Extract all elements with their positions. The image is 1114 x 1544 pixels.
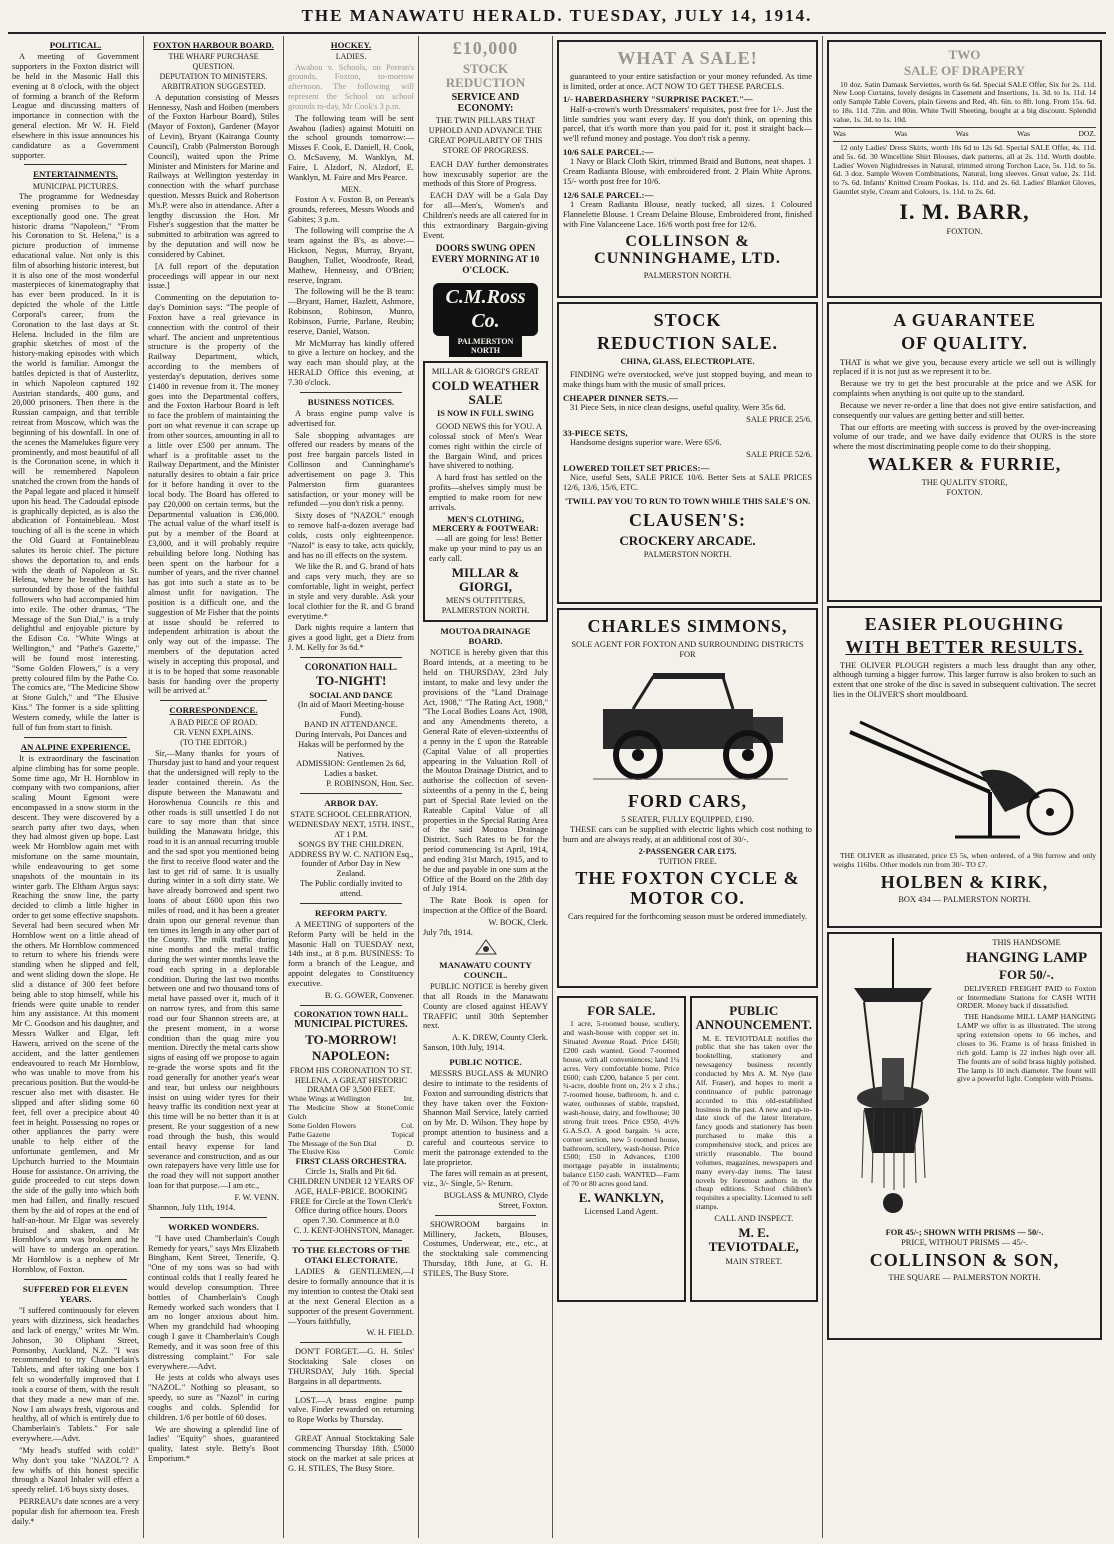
tonight: TO-NIGHT! [315,673,387,689]
worked-text: "I have used Chamberlain's Cough Remedy for years," says Mrs Elizabeth Bingham, Kent Street, Tenerife, Q. "One of my sons was so bad with continual colds that I really feared he would develop consumption. Three bottles of Chamberlain's Cough Remedy worked such wonders that I am no longer anxious about him. When my grandchild had whooping cough I gave it Chamberlain's Cough Remedy, and it was soon free of this distressing complaint." For sale everywhere.—Advt. [148,1233,279,1371]
business-heading: BUSINESS NOTICES. [307,396,395,407]
napoleon-sub: FROM HIS CORONATION TO ST. HELENA. A GREAT HISTORIC DRAMA OF 3,500 FEET. [289,1065,413,1095]
arbor-when: WEDNESDAY NEXT, 15TH. INST., AT 1 P.M. [288,820,414,839]
coronation-hall: CORONATION HALL. [304,661,398,672]
cc-intro: guaranteed to your entire satisfaction or your money refunded. As time is limited, order at once. ACT NOW TO GET THESE PARCELS. [563,71,812,91]
cc-hab-title: 1/- HABERDASHERY "SURPRISE PACKET."— [563,94,753,105]
faded-price: £10,000 [452,38,519,58]
for-sale-ad [557,996,686,1302]
hockey-text6: Mr McMurray has kindly offered to give a lecture on hockey, and the way each man should play, at the HERALD Office this evening, at 7.30 o'clock. [288,338,414,387]
ford-tuition: TUITION FREE. [658,856,717,866]
otaki-text: LADIES & GENTLEMEN,—I desire to formally announce that it is my intention to contest the Otaki seat at the next General Election as a supporter of the present Government.—Yours faithfully, [288,1267,414,1326]
walker-p1: THAT is what we give you, because every article we sell out is willingly replaced if it is not just as we represent it to be. [833,357,1096,377]
walker-furrie-ad [827,302,1102,602]
dont-forget: DON'T FORGET.—G. H. Stiles' Stocktaking Sale closes on THURSDAY, July 16th. Special Bargains in all departments. [288,1347,414,1386]
perreau-text: PERREAU's date scones are a very popular dish for afternoon tea. Fresh daily.* [12,1497,139,1526]
political-text: A meeting of Government supporters in the Foxton district will be held in the Masonic Hall this evening at 8 o'clock, with the object of forming a branch of the Reform League and discussing matters of importance in connection with the general election. Mr W. H. Field elsewhere in this issue announces his candidature as a Government supporter. [12,52,139,160]
otaki-sign: W. H. FIELD. [366,1328,414,1338]
suffered-text: "I suffered continuously for eleven years with dizziness, sick headaches and lack of energy," writes Mr Wm. Johnson, 30 Oliphant Street, Ponsonby, Auckland, N.Z. "I was recommended to try Chamberlain's Tablets, and after taking one box I felt so wonderfully improved that I took a course of them, with the result that they made a new man of me. Now I am always fresh, vigorous and healthy, all of which is entirely due to Chamberlain's Tablets." For sale everywhere.—Advt. [12,1306,139,1444]
harbour-sub2: DEPUTATION TO MINISTERS. [159,72,268,81]
lamp-with-prisms: FOR 45/-; SHOWN WITH PRISMS — 50/-. [885,1228,1044,1237]
reform-text: A MEETING of supporters of the Reform Party will be held in the Masonic Hall on TUESDAY next, 14th inst., at 8 p.m. BUSINESS: To form a branch of the League, and appoint delegates to Constituency executive. [288,919,414,988]
simmons-name: CHARLES SIMMONS, [587,616,788,636]
otaki-heading: TO THE ELECTORS OF THE OTAKI ELECTORATE. [292,1244,410,1266]
twill: 'TWILL PAY YOU TO RUN TO TOWN WHILE THIS SALE'S ON. [564,496,811,506]
worked-heading: WORKED WONDERS. [168,1221,259,1232]
millar-mens: MEN'S CLOTHING, MERCERY & FOOTWEAR: [432,514,539,534]
holben-text: THE OLIVER PLOUGH registers a much less draught than any other, although turning a bigger furrow. This larger furrow is also broken to such an extent that one stroke of the disc is saved in subsequent cultivation. The secret lies in the OLIVER'S short mouldboard. [833,660,1096,700]
sale-items: 1 acre, 5-roomed house, scullery, and wash-house with copper set in. Situated Avenue Road. Price £450; £200 cash wanted. Good 7-roomed house, with all conveniences; land 1¼ acres. Very comfortable home. Price £600; cash £200, balance 5 per cent. ¼-acre, double front on, 2½ x 2 chs.; 7-roomed house, bathroom, h. and c. water, outhouses of stable, trapshed, wash-house, dairy, and fowlhouse; 30 strong fruit trees. Price £950, 4½% G.A.S.O. A good bargain. ¼ acre, corner section, new 5 roomed house, bathroom, scullery, wash-house. Price £500; £50 in Advances, £100 mortgage payable in instalments; balance £150 cash. WANTED—Farm of 70 or 80 acres good land. [563,1019,680,1189]
correspondence-sub2: CR. VENN EXPLAINS. [173,727,254,737]
barr-table: Was Was Was Was DOZ. [833,127,1096,142]
cth: CORONATION TOWN HALL. [293,1009,409,1019]
barr-faded-top: TWO [948,47,981,62]
ford-these: THESE cars can be supplied with electric lights which cost nothing to burn and are always ready, at an additional cost of 30/-. [563,825,812,844]
programme-row: White Wings at Wellington Int. [288,1094,414,1104]
dinner-text: 31 Piece Sets, in nice clean designs, useful quality. Were 35s 6d. [570,403,786,413]
programme-list [288,1095,414,1157]
holben-title2: WITH BETTER RESULTS. [845,636,1084,657]
millar-line1: MILLAR & GIORGI'S GREAT [431,366,540,376]
stock-line2: REDUCTION SALE. [596,332,779,353]
public-notice-fares: The fares will remain as at present, viz., 3/- Single, 5/- Return. [423,1169,548,1189]
holben-box: BOX 434 — PALMERSTON NORTH. [898,895,1031,905]
moutoa-text: NOTICE is hereby given that this Board intends, at a meeting to be held on THURSDAY, 23rd July instant, to make and levy under the provisions of the "Land Drainage Act, 1908," "The Rating Act, 1908," "The Local Bodies Loans Act, 1908, and any Amendments thereto, a General Rate of eleven-sixteenths of a penny in the £ upon the Rateable (Capital Value of all properties appearing in the Valuation Roll of the Moutoa Drainage District, and to authorise the collection of seven-sixteenths of a penny in the £, being part of Special Rate levied on the Rateable Capital Value of all properties in the Special Rating Area of the said Moutoa Drainage District. Such Rates to be for the period commencing 1st April, 1914, and ending 31st March, 1915, and to be due and payable in one sum at the Office of the Board on the 28th day of July 1914. [423,648,548,894]
pa-text: M. E. TEVIOTDALE notifies the public that she has taken over the booktelling, stationery and newsagency business recently conducted by Mrs A. M. Nye (late Alf. Fraser), and hopes to merit a continuance of public patronage accorded to this old-established business in the past. A new and up-to-date stock of the latest literature, fancy goods and stationery has been purchased to make this a comprehensive stock, and prices are strictly reasonable. The bound volumes, magazines, newspapers and many every-day items. The latest novels by foremost authors in the cheap editions. School children's requisites a speciality. Licensed to sell stamps. [695,1033,812,1212]
cc-p12-items: 1 Cream Radianta Blouse, neatly tucked, all sizes. 1 Coloured Flannelette Blouse. 1 Cream Delaine Blouse, Embroidered front, finished with Fine Valanceene Lace. 16/6 worth post free for 12/6. [563,200,812,229]
walker-p4: That our efforts are meeting with success is proved by the over-increasing volume of our trade, and we have daily evidence that OURS is the store where the most discriminating people come to do their shopping. [833,422,1096,452]
lamp-price-without: PRICE, WITHOUT PRISMS — 45/-. [901,1237,1028,1247]
clausens-ad [557,302,818,604]
ford-seats: 5 SEATER, FULLY EQUIPPED, £190. [621,815,754,825]
public-notice-sign: BUGLASS & MUNRO, Clyde Street, Foxton. [443,1191,548,1210]
stock-finding: FINDING we're overstocked, we've just stopped buying, and mean to make things hum with the music of small prices. [563,370,812,390]
mcc-date: Sanson, 10th July, 1914. [423,1043,505,1053]
public-notice-heading: PUBLIC NOTICE. [449,1056,522,1067]
programme-row: Some Golden Flowers Col. [288,1120,414,1130]
lamp-this: THIS HANDSOME [992,938,1061,947]
correspondence-sub1: A BAD PIECE OF ROAD. [169,717,258,727]
millar-line2: COLD WEATHER SALE [431,377,540,407]
masthead: THE MANAWATU HERALD. TUESDAY, JULY 14, 1914. [8,6,1106,34]
hockey-text1: Awahou v. Schools, on Porean's grounds, Foxton, to-morrow afternoon. The following will represent the School on school grounds to-day, Mr Cook's 3 p.m. [288,62,414,111]
cars-required: Cars required for the forthcoming season must be ordered immediately. [567,911,807,921]
hockey-text5: The following will be the B team:—Bryant, Hamer, Hazlett, Ashmore, Robinson, Robinson, Munro, Robinson, Furrie, Parlane, Reubin; reserve, Daniel, Watson. [288,287,414,336]
walker-town: FOXTON. [946,487,983,497]
lamp-price: FOR 50/-. [999,967,1054,983]
during: During Intervals, Poi Dances and Hakas will be performed by the Natives. [295,729,407,759]
stock-line1: STOCK [653,310,722,330]
ford-cars: FORD CARS, [627,791,747,812]
ford-two: 2-PASSENGER CAR £175. [638,846,737,856]
walker-title2: OF QUALITY. [901,332,1028,353]
correspondence-heading: CORRESPONDENCE. [169,705,258,716]
lamp-hanging: HANGING LAMP [965,949,1088,966]
walker-tag: THE QUALITY STORE, [921,477,1008,487]
sale-title: FOR SALE. [587,1003,656,1018]
hockey-ladies: LADIES. [335,52,367,62]
mcc-text: PUBLIC NOTICE is hereby given that all Roads in the Manawatu County are closed against HEAVY TRAFFIC until 30th September next. [423,982,548,1031]
holben-title1: EASIER PLOUGHING [864,614,1065,634]
pa-call: CALL AND INSPECT. [714,1214,794,1224]
ross-sub: PALMERSTON NORTH [449,336,522,357]
service-heading: SERVICE AND ECONOMY: [451,92,520,115]
business-text4: We like the R. and G. brand of hats and caps very much, they are so comfortable, light in weight, perfect in style and very durable. Ask your local clothier for the R. and G brand everytime.* [288,562,414,621]
orchestra: FIRST CLASS ORCHESTRA. [295,1157,407,1167]
hockey-text3: Foxton A v. Foxton B, on Perean's grounds, referees, Messrs Woods and Gabites; 3 p.m. [288,194,414,224]
programme-row: The Message of the Sun Dial D. [288,1138,414,1148]
millar-frost: A hard frost has settled on the profits—shelves simply must be emptied to make room for new arrivals. [429,473,542,512]
doors: DOORS SWUNG OPEN EVERY MORNING AT 10 O'CLOCK. [431,244,540,277]
admission: ADMISSION: Gentlemen 2s 6d, Ladies a basket. [296,759,406,779]
alpine-heading: AN ALPINE EXPERIENCE. [20,741,131,752]
entertainments-subheading: MUNICIPAL PICTURES. [32,181,119,191]
barr-items1: 10 doz. Satin Damask Serviettes, worth 6s 6d. Special SALE Offer, Six for 2s. 11d. New Loop Curtains, lovely designs in Casement and Insertions, 1s. 3d. to 1s. 11d. 14 only Sample Table Covers, plain Greens and Red, 4ft. 6in. to 8ft. long. From 15s. 6d. to 18s. 11d. 72in. and 80in. White Twill Sheeting, bought at a big discount. Splendid value, 1s. 3d. to 1s. 10d. [833,79,1096,125]
moutoa-text2: The Rate Book is open for inspection at the Office of the Board. [423,896,548,916]
column-2 [144,36,284,1538]
pa-name: M. E. TEVIOTDALE, [708,1224,799,1255]
reform-heading: REFORM PARTY. [314,907,388,918]
sets33-title: 33-PIECE SETS, [563,428,628,439]
correspondence-date: Shannon, July 11th, 1914. [148,1202,236,1212]
moutoa-date: July 7th, 1914. [423,927,473,937]
band: BAND IN ATTENDANCE. [304,720,398,730]
millar-line3: IS NOW IN FULL SWING [436,409,535,419]
moutoa-heading: MOUTOA DRAINAGE BOARD. [440,625,531,647]
cc-hab-text: Half-a-crown's worth Dressmakers' requisites, post free for 1/-. Just the little sundries you want every day. If you don't think, on opening this parcel, that it's worth more than you paid for it, post it straight back—we'll refund money and postage. You don't risk a penny. [563,104,812,144]
social-dance: SOCIAL AND DANCE [309,690,393,700]
toilet-text: Nice, useful Sets, SALE PRICE 10/6. Better Sets at SALE PRICES 12/6, 13/6, 15/6, ETC. [563,473,812,493]
holben-kirk-ad [827,606,1102,928]
moutoa-sign: W. BOCK, Clerk. [488,917,548,927]
walker-p3: Because we never re-order a line that does not give entire satisfaction, and consequently our values are getting better and still better. [833,400,1096,420]
public-notice-text: MESSRS BUGLASS & MUNRO desire to intimate to the residents of Foxton and surrounding districts that they have taken over the Foxton-Shannon Mail Service, lately carried on by Mr. D. Wilson. They hope by prompt attention to business and a careful and courteous service to merit the patronage extended to the late proprietor. [423,1069,548,1167]
kent: C. J. KENT-JOHNSTON, Manager. [293,1226,414,1236]
pillars: THE TWIN PILLARS THAT UPHOLD AND ADVANCE THE GREAT POPULARITY OF THIS STORE OF PROGRESS. [428,116,543,155]
clausens-arcade: CROCKERY ARCADE. [619,532,756,548]
column-6 [823,36,1106,1538]
holben-name: HOLBEN & KIRK, [880,871,1049,892]
millar-all-going: —all are going for less! Better make up your mind to pay us an early call. [429,534,542,563]
lamp-delivered: DELIVERED FREIGHT PAID to Foxton or Intermediate Stations for CASH WITH ORDER. Money back if dissatisfied. [957,983,1096,1011]
column-3 [284,36,419,1538]
programme-row: Pathe Gazette Topical [288,1129,414,1139]
barr-ad [827,40,1102,298]
foxton-cycle: THE FOXTON CYCLE & MOTOR CO. [575,868,800,909]
sale-name: E. WANKLYN, [578,1189,664,1205]
ross-logo: C.M.Ross Co. [433,283,538,336]
cc-name: COLLINSON & CUNNINGHAME, LTD. [594,232,781,268]
millar-name: MILLAR & GIORGI, [451,564,520,594]
harbour-sub1: THE WHARF PURCHASE QUESTION. [168,52,259,71]
showroom: SHOWROOM bargains in Millinery, Jackets, Blouses, Costumes, Underwear, etc., etc., at the stocktaking sale commencing Thursday, 18th June, at G. H. STILES, The Busy Store. [423,1219,548,1278]
harbour-sub3: ARBITRATION SUGGESTED. [161,82,266,92]
harbour-text1: A deputation consisting of Messrs Hennessy, Nash and Hoiben (members of the Foxton Harbour Board), Stiles (Mayor of Foxton), Gardener (Mayor of Levin), Bryant (Kairanga County Council), Crabb (Palmerston Borough Council), waited upon the Prime Minister and Ministers for Marine and Railways at Wellington yesterday in connection with the wharf purchase question. Messrs Buick and Robertson M's.P. were also in attendance. After a lengthy discussion the Hon. Mr Fisher's suggestion that the matter be submitted to arbitration was agreed to by the deputation and will now be considered by Cabinet. [148,92,279,259]
cc-town: PALMERSTON NORTH. [643,270,732,280]
faded-line: STOCK REDUCTION [445,60,526,91]
hockey-text2: The following team will be sent Awahou (ladies) against Motuiti on the school grounds tomorrow:—Misses F. Cook, E. Daniell, H. Cook, O. McSaveny, M. Wanklyn, M. Faire, I. Alzdorf, N. Alzdorf, E. Wanklyn, M. Faire and Mrs Pearce. [288,113,414,182]
napoleon: NAPOLEON: [312,1048,390,1064]
entertainments-heading: ENTERTAINMENTS. [33,169,118,180]
hockey-heading: HOCKEY. [330,40,372,50]
tomorrow: TO-MORROW! [305,1032,397,1048]
hanging-lamp-icon [834,938,952,1228]
walker-name: WALKER & FURRIE, [867,454,1062,475]
hanging-lamp-ad [827,932,1102,1340]
cc-p12-title: 12/6 SALE PARCEL:— [563,189,654,200]
barr-town: FOXTON. [946,227,983,237]
toilet-title: LOWERED TOILET SET PRICES:— [563,462,710,473]
social-aid: (In aid of Maori Meeting-house Fund). [297,700,405,720]
nazol-text: "My head's stuffed with cold!" Why don't you take "NAZOL"? A few whiffs of this honest specific through a Nazol Inhaler will effect a speedy relief. 1/6 buys sixty doses. [12,1445,139,1495]
showing-text: We are showing a splendid line of ladies' "Equity" shoes, guaranteed quality, latest style. Betty's Boot Emporium.* [148,1424,279,1464]
barr-items2: 12 only Ladies' Dress Skirts, worth 10s 6d to 12s 6d. Special SALE Offer, 4s. 11d. and 5s. 6d. 30 Wincelline Shirt Blouses, dark patterns, all at 2s. 11d. Worth double. Ladies' Woven Nightdresses in Natural, trimmed strong Torchon Lace, 5s. 11d. to 5s. 6d. 3 doz. Sample Woven Combinations, Natural, long sleeves. Great value, 2s. 11d. to 7s. 6d. Infants' Knitted Cream Pookas, 1s. 11d. and 2s. 6d. Ladies' Blanket Gloves, Gauntlet style, Cream and Colours, 1s. 11d. to 2s. 6d. [833,142,1096,197]
harbour-heading: FOXTON HARBOUR BOARD. [153,40,274,50]
prices: Circle 1s, Stalls and Pit 6d. CHILDREN UNDER 12 YEARS OF AGE, HALF-PRICE. BOOKING FREE for Circle at the Town Clerk's Office during office hours. Doors open 7.30. Commence at 8.0 [288,1167,414,1226]
column-1 [8,36,144,1538]
correspondence-text: Sir,—Many thanks for yours of Thursday just to hand and your request that the undersigned will reply to the leader contained therein. As the dispute between the Manawatu and Horowhenua Councils re this and other roads is still unsettled I do not care to say more than that since building the Manawatu bridge, this road to it is an annual recurring trouble and the sad spot you mentioned being the first to receive flood water and the last to get rid of same. It is usually during winter in a soft dirty state. We have already borrowed and spent two loans of about £600 upon this two miles of road, and it has been a greater drain upon our general revenue than ten times its length in any other part of the County. The milk traffic during nine months and the metal traffic during the wet winter months leave the road each spring in a deplorable condition. During the last two months between one and two thousand tons of metal have passed over it, much of it on narrow tyres, and from this same road our four Shannon streets are, at the present moment, in a worse condition than the quag mire you mention. Directly the metal carts show signs of easing off we propose to again re-grade the worse spots and fit the road generally for another year's wear and tear, but unless our neighbours insist on using wider tyres for their heavy traffic its condition next year at this time will be no better than it is at present. Re your suggestion of a new road through the bush, this would entail heavy expense for land severance and construction, and as our own ratepayers have very little use for the road they will not support another loan for that purpose.—I am etc., [148,748,279,1191]
arbor-public: The Public cordially invited to attend. [299,879,403,898]
cc-p10-items: 1 Navy or Black Cloth Skirt, trimmed Braid and Buttons, neat shapes. 1 Cream Radianta Blouse, with embroidered front. 2 Plain White Aprons. 15/- worth post free for 10/6. [563,157,812,186]
business-text5: Dark nights require a lantern that gives a good light, get a Dietz from J. M. Kelly for 3s 6d.* [288,623,414,652]
programme-row: The Medicine Show at Stone Gulch Comic [288,1103,414,1121]
simmons-agent: SOLE AGENT FOR FOXTON AND SURROUNDING DISTRICTS FOR [571,639,804,659]
entertainments-text: The programme for Wednesday evening promises to be an exceptionally good one. The great historic drama "Napoleon," "From his Coronation to St. Helena," is a picture production of immense educational value. Not only is this film of absorbing historic interest, but it is also one of the most wonderful masterpieces of kinematography that has ever been produced. In it is depicted the whole of the Little Corporal's career, from the Coronation to the last days at St. Helena. Included in the film are graphic sketches of most of the history-making episodes with which the world is familiar. Amongst the battles depicted is that of Austerlitz, in which Napoleon captured 192 Austrian standards, 400 guns, and 20,000 prisoners. Then there is the Russian campaign, and that terrible retreat from Moscow, which was the beginning of his downfall. In one of the scenes the Mamelukes figure very prominently, and most beautiful of all is the Coronation scene, in which it will be remembered Napoleon snatched the crown from the hands of the Papal legate and placed it himself upon his head. The Cadoudal episode is graphically depicted, as is also the abdication of Fontainebleau. Most touching of all is the scene in which the Old Guard at Fontainebleau salutes its heroic chief. The picture shows the deportation to, and ends with the death of Napoleon at St. Helena, where he breathed his last surrounded by those of the faithful followers who had accompanied him into exile. The other dramas, "The Message of the Sun Dial," is a truly delightful and enjoyable picture by the Edison Co. "White Wings at Wellington," and "Pathe's Gazette," will be found most interesting. "Some Golden Flowers," is a very pretty coloured film by the Pathe Co. The comics are, "The Medicine Show at Stone Gulch," and "The Elusive Kiss." The former is a side splitting Western comedy, while the latter is full of fun from start to finish. [12,192,139,732]
clausens-name: CLAUSEN'S: [628,509,747,530]
lamp-text: THE Handsome MILL LAMP HANGING LAMP we offer is as illustrated. The strong spring extension opens to 66 inches, and closes to 36. Frame is of brass finished in rich gold. Lamp is 22 inches high over all. The founts are of solid brass highly polished. The lamp is 10 inch diameter. The fount will give a powerful light. Complete with Prisms. [957,1012,1096,1084]
municipal-pictures: MUNICIPAL PICTURES. [294,1019,408,1031]
barr-name: I. M. BARR, [899,199,1030,225]
correspondence-sign: F. W. VENN. [234,1192,279,1202]
lost-notice: LOST.—A brass engine pump valve. Finder rewarded on returning to Rope Works by Thursday. [288,1395,414,1425]
sets33-price: SALE PRICE 52/6. [746,450,812,460]
business-text2: Sale shopping advantages are offered our readers by means of the post free bargain parcels listed in Collinson and Cunninghame's advertisement on page 3. This Palmerston firm guarantees satisfaction, or your money will be refunded —you don't risk a penny. [288,430,414,509]
cc-faded-top: WHAT A SALE! [617,48,758,68]
holben-caption: THE OLIVER as illustrated, price £5 5s, when ordered, of a 9in furrow and only weighs 116lbs. Other models run from 30/- TO £7. [833,850,1096,869]
charles-simmons-ad [557,608,818,988]
political-heading: POLITICAL. [49,40,102,50]
hockey-men: MEN. [341,184,361,194]
millar-outfitters: MEN'S OUTFITTERS, PALMERSTON NORTH. [441,596,530,616]
walker-p2: Because we try to get the best procurable at the price and we ASK for complaints when anything is not quite up to the standard. [833,379,1096,399]
cc-p10-title: 10/6 SALE PARCEL:— [563,147,654,158]
arbor-sub: STATE SCHOOL CELEBRATION. [290,810,412,820]
business-text3: Sixty doses of "NAZOL" enough to remove half-a-dozen average bad colds, costs only eighteenpence. "Nazol" is easy to take, acts quickly, and has no ill effects on the system. [288,511,414,560]
millar-good-news: GOOD NEWS this for YOU. A colossal stock of Men's Wear comes right within the circle of the Bargain Wind, and prices have shivered to nothing. [429,422,542,471]
walker-title1: A GUARANTEE [893,310,1036,330]
suffered-heading: SUFFERED FOR ELEVEN YEARS. [22,1283,129,1305]
reform-sign: B. G. GOWER, Convener. [324,990,414,1000]
collinson-cunninghame-ad [557,40,818,298]
column-5 [553,36,823,1538]
pa-title: PUBLIC ANNOUNCEMENT. [695,1003,812,1033]
mcc-sign: A. K. DREW, County Clerk. [451,1033,548,1043]
dinner-price: SALE PRICE 25/6. [746,415,812,425]
hockey-text4: The following will comprise the A team against the B's, as above:—Hickson, Negus, Murray, Bryant, Baughen, Tullet, Woodroofe, Read, Mathew, Hennessy, and O'Brien; reserve, Ingram. [288,226,414,285]
sale-role: Licensed Land Agent. [584,1207,659,1217]
programme-row: The Elusive Kiss Comic [288,1147,414,1157]
each-day: EACH DAY further demonstrates how inexcusably superior are the methods of this Store of Progress. [423,159,548,189]
correspondence-sub3: (TO THE EDITOR.) [180,738,247,748]
business-text1: A brass engine pump valve is advertised for. [288,408,414,428]
millar-giorgi-ad [423,361,548,622]
sets33-text: Handsome designs superior ware. Were 65/6. [570,438,722,448]
robinson: P. ROBINSON, Hon. Sec. [326,779,414,789]
ford-car-icon [573,659,803,789]
alpine-text: It is extraordinary the fascination alpine climbing has for some people. Some time ago, Mr H. Hornblow in company with two companions, after scaling Mount Egmont were encompassed in a snow storm in the descent. They were discovered by a search party after two days, when they had almost given up hope. Last week Mr Hornblow again met with misfortune on the same mountain, while endeavouring to get some snapshots of the mountain in its winter garb. The Eltham Argus says: Reaching the snow line, the party decided to climb a little higher in order to get some effective snapshots. Several had been secured when Mr Hornblow went on a little ahead of the others. Mr Hornblow commenced to return to where his friends were standing when he slipped and fell, and went sliding down the slope. He slid a distance of 300 feet before being able to stop himself, while his friends were quite unable to render him any assistance. At this moment Mr C. Goodson and his daughter, and Messrs Walker and Elgar, left Hawera, arrived on the scene of the accident, and the latter gentlemen endeavoured to reach Mr Hornblow, who was unable to move from his precarious position. But the would-be rescuer also met with disaster. He slipped and after sliding some 60 feet, fell over a precipice about 40 feet in height. Possessing no ropes or other appliances the party were unable to help either of the unfortunate gentlemen, and Mr Upchurch hurried to the Mountain House for assistance. On arriving, the guide proceeded to cut steps down the side of the gully into which both men had fallen, and finally rescued them by the aid of ropes at the end of half-an-hour. Mr Elgar was severely bruised and shaken, and Mr Hornblow's arm was broken and he will have to undergo an operation. Mr Hornblow is a nephew of Mr Hornblow, of Foxton. [12,753,139,1274]
jests-text: He jests at colds who always uses "NAZOL." Nothing so pleasant, so speedy, so sure as "Nazol" in curing coughs and colds. Splendid for children. 1/6 per bottle of 60 doses. [148,1373,279,1422]
plough-icon [840,702,1090,852]
barr-faded-lines: SALE OF DRAPERY [903,63,1026,79]
arbor-address: ADDRESS BY W. C. NATION Esq., founder of Arbor Day in New Zealand. [288,849,414,879]
column-4 [419,36,553,1538]
arbor-heading: ARBOR DAY. [324,797,378,808]
mcc-heading: MANAWATU COUNTY COUNCIL. [439,959,532,980]
harbour-text3: Commenting on the deputation to-day's Dominion says: "The people of Foxton have a real grievance in connection with the control of their wharf. The ancient and unpretentious structure is the property of the Railway Department, which, according to the members of yesterday's deputation, derives some £1400 in revenue from it. The money goes into the Departmental coffers, and the Foxton Harbour Board is left to face the problem of maintaining the port on what revenue it can scrape up from other sources, amounting in all to a little over £500 per annum. The wharf is a profitable asset to the Railway Department, and the Minister naturally desires to obtain a fair price for it before handing it over to the local body. The Board has offered to pay £20,000 on certain terms, but the Departmental valuation is £36,000. The actual value of the wharf itself is put by a member of the Board at £3,000, and it will probably require rebuilding before long. Nothing has been spent on the harbour for a number of years, and the river channel has got into such a state as to be almost unfit for navigation. The position is a difficult one, and the suggestion of Mr Fisher that the points at issue should be referred to independent arbitration is about the only way out of the impasse. The members of the deputation acted wisely in accepting this proposal, and it is to be hoped that some reasonable basis for handing over the property will be arrived at." [148,293,279,696]
arbor-songs: SONGS BY THE CHILDREN. [298,839,404,849]
pa-street: MAIN STREET. [725,1256,783,1266]
each-day2: EACH DAY will be a Gala Day for all—Men's, Women's and Children's needs are all catered for in this extraordinary Bargain-giving Event. [423,191,548,240]
public-announcement-ad [690,996,819,1302]
harbour-text2: [A full report of the deputation proceedings will appear in our next issue.] [148,261,279,291]
stock-cat: CHINA, GLASS, ELECTROPLATE. [620,356,755,366]
great-sale: GREAT Annual Stocktaking Sale commencing Thursday 18th. £5000 stock on the market at sale prices at G. H. STILES, The Busy Store. [288,1434,414,1473]
lamp-addr: THE SQUARE — PALMERSTON NORTH. [888,1273,1041,1283]
clausens-town: PALMERSTON NORTH. [643,549,732,559]
crest-icon [472,938,500,956]
lamp-name: COLLINSON & SON, [869,1249,1060,1270]
dinner-title: CHEAPER DINNER SETS.— [563,393,678,404]
